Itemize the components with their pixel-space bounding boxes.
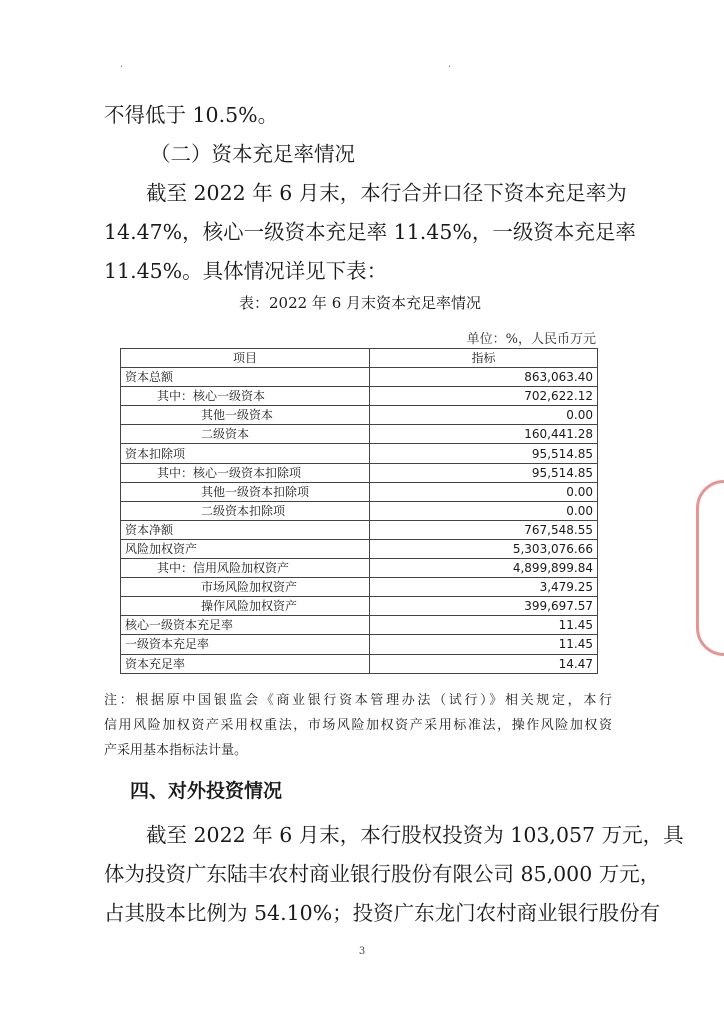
section-title: （二）资本充足率情况	[150, 142, 355, 166]
table-caption: 表：2022 年 6 月末资本充足率情况	[238, 294, 482, 312]
table-row	[121, 597, 598, 616]
header-mark-right: ·	[448, 62, 452, 73]
table-row	[121, 501, 598, 520]
section-4-line-1-text: 截至 2022 年 6 月末，本行股权投资为 103,057 万元，具	[146, 823, 684, 847]
section-4-line-1	[146, 818, 684, 848]
section-4-line-2	[104, 857, 661, 887]
note-line-2: 信用风险加权资产采用权重法，市场风险加权资产采用标准法，操作风险加权资	[104, 718, 612, 733]
row-value: 863,063.40	[370, 368, 598, 387]
header-indicator: 指标	[370, 349, 598, 368]
section-4-line-3-text: 占其股本比例为 54.10%；投资广东龙门农村商业银行股份有	[104, 901, 661, 925]
intro-line: 不得低于 10.5%。	[104, 103, 279, 127]
row-label: 其中：核心一级资本扣除项	[121, 463, 370, 482]
capital-adequacy-table	[120, 348, 598, 674]
row-value: 4,899,899.84	[370, 559, 598, 578]
row-value: 767,548.55	[370, 520, 598, 539]
row-label: 资本净额	[121, 520, 370, 539]
header-mark-left: ·	[120, 62, 124, 73]
table-row	[121, 406, 598, 425]
table-row	[121, 463, 598, 482]
row-value: 11.45	[370, 616, 598, 635]
paragraph-line-3: 11.45%。具体情况详见下表：	[104, 259, 388, 283]
row-label: 一级资本充足率	[121, 635, 370, 654]
note-line-1: 注：根据原中国银监会《商业银行资本管理办法（试行）》相关规定，本行	[104, 693, 612, 708]
table-unit: 单位：%，人民币万元	[466, 332, 596, 347]
row-value: 0.00	[370, 501, 598, 520]
row-value: 11.45	[370, 635, 598, 654]
note-line-3: 产采用基本指标法计量。	[104, 743, 248, 758]
section-4-heading: 四、对外投资情况	[130, 780, 283, 802]
row-value: 3,479.25	[370, 578, 598, 597]
table-header-row	[121, 349, 598, 368]
row-value: 14.47	[370, 654, 598, 673]
page-number: 3	[358, 946, 366, 957]
row-label: 其他一级资本扣除项	[121, 482, 370, 501]
row-label: 二级资本扣除项	[121, 501, 370, 520]
table-row	[121, 368, 598, 387]
row-label: 其中：核心一级资本	[121, 387, 370, 406]
red-seal-stamp	[696, 480, 724, 656]
row-label: 操作风险加权资产	[121, 597, 370, 616]
row-value: 0.00	[370, 482, 598, 501]
row-value: 95,514.85	[370, 444, 598, 463]
row-label: 风险加权资产	[121, 539, 370, 558]
paragraph-line-1	[146, 176, 627, 206]
table-row	[121, 578, 598, 597]
paragraph-line-2-text: 14.47%，核心一级资本充足率 11.45%，一级资本充足率	[104, 220, 636, 244]
table-row	[121, 425, 598, 444]
table-row	[121, 539, 598, 558]
row-label: 资本总额	[121, 368, 370, 387]
table-note	[104, 688, 612, 763]
row-value: 5,303,076.66	[370, 539, 598, 558]
header-item: 项目	[121, 349, 370, 368]
table-row	[121, 387, 598, 406]
row-value: 95,514.85	[370, 463, 598, 482]
row-label: 核心一级资本充足率	[121, 616, 370, 635]
table-row	[121, 654, 598, 673]
row-value: 0.00	[370, 406, 598, 425]
row-value: 702,622.12	[370, 387, 598, 406]
row-value: 399,697.57	[370, 597, 598, 616]
table-row	[121, 616, 598, 635]
table-row	[121, 444, 598, 463]
paragraph-line-2	[104, 215, 636, 245]
row-label: 资本充足率	[121, 654, 370, 673]
row-value: 160,441.28	[370, 425, 598, 444]
section-4-line-3	[104, 896, 661, 926]
row-label: 其他一级资本	[121, 406, 370, 425]
table-row	[121, 635, 598, 654]
table-row	[121, 482, 598, 501]
table-row	[121, 520, 598, 539]
row-label: 资本扣除项	[121, 444, 370, 463]
table-row	[121, 559, 598, 578]
row-label: 其中：信用风险加权资产	[121, 559, 370, 578]
row-label: 市场风险加权资产	[121, 578, 370, 597]
section-4-line-2-text: 体为投资广东陆丰农村商业银行股份有限公司 85,000 万元，	[104, 862, 661, 886]
row-label: 二级资本	[121, 425, 370, 444]
paragraph-line-1-text: 截至 2022 年 6 月末，本行合并口径下资本充足率为	[146, 181, 627, 205]
